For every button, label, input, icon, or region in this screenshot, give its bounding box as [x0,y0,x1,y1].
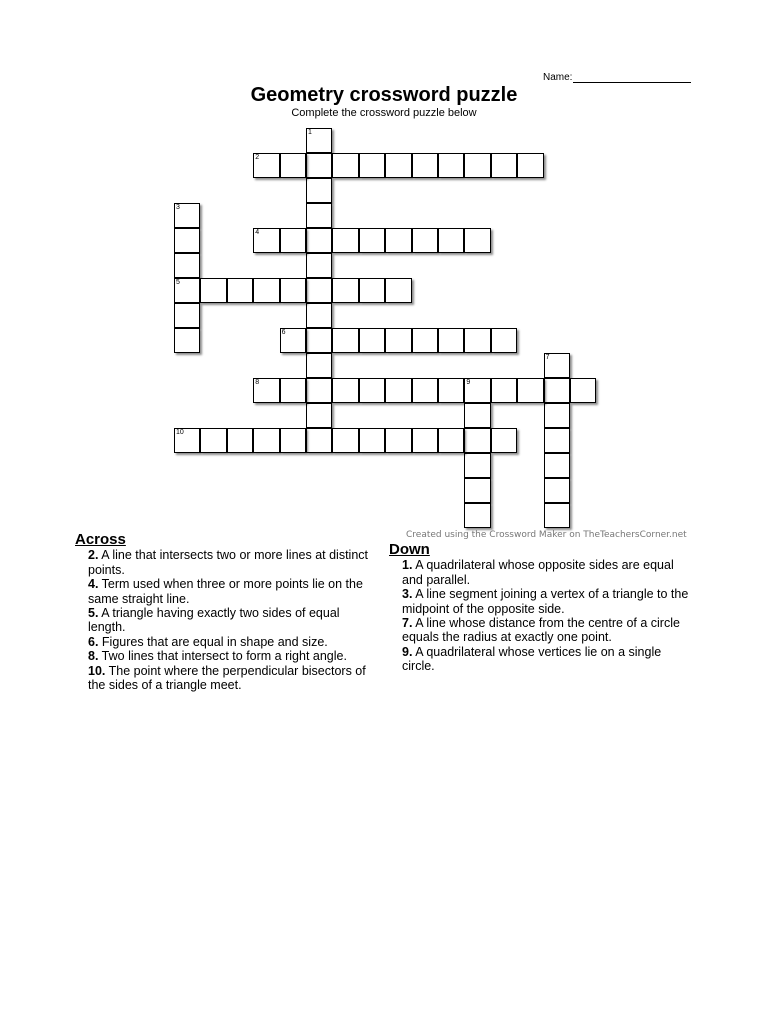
crossword-cell[interactable] [359,153,385,178]
crossword-cell[interactable] [174,428,200,453]
crossword-cell[interactable] [385,153,411,178]
crossword-cell[interactable] [332,428,358,453]
crossword-cell[interactable] [227,428,253,453]
clue-number: 10 [176,429,184,436]
crossword-cell[interactable] [306,203,332,228]
crossword-cell[interactable] [544,428,570,453]
clue-number-label: 1. [402,558,413,573]
crossword-cell[interactable] [544,403,570,428]
crossword-cell[interactable] [332,278,358,303]
crossword-cell[interactable] [491,153,517,178]
down-heading: Down [389,541,430,558]
clue-number: 3 [176,204,180,211]
name-blank-line[interactable] [573,72,691,83]
crossword-cell[interactable] [253,278,279,303]
crossword-cell[interactable] [544,478,570,503]
clue-text: A line that intersects two or more lines at distinct points. [88,548,369,577]
crossword-cell[interactable] [544,353,570,378]
down-clue [389,645,689,674]
clue-number: 2 [255,154,260,161]
page-subtitle: Complete the crossword puzzle below [291,107,477,119]
crossword-cell[interactable] [464,328,490,353]
crossword-cell[interactable] [412,328,438,353]
clue-number-label: 7. [402,616,413,631]
clue-text: A triangle having exactly two sides of equal length. [88,606,340,635]
crossword-cell[interactable] [253,378,279,403]
crossword-cell[interactable] [280,328,306,353]
crossword-cell[interactable] [280,378,306,403]
clue-number: 5 [176,279,180,286]
clue-number-label: 2. [88,548,99,563]
crossword-cell[interactable] [464,153,490,178]
clue-text: A line segment joining a vertex of a triangle to the midpoint of the opposite side. [402,587,689,616]
crossword-cell[interactable] [174,303,200,328]
crossword-cell[interactable] [438,378,464,403]
across-clue [75,649,380,663]
clue-text: Two lines that intersect to form a right angle. [98,649,347,664]
across-clue [75,577,380,606]
clue-number-label: 3. [402,587,413,602]
clue-text: A line whose distance from the centre of a circle equals the radius at exactly one point. [402,616,680,645]
crossword-cell[interactable] [544,453,570,478]
clue-number-label: 6. [88,634,99,649]
crossword-cell[interactable] [359,378,385,403]
clue-text: Term used when three or more points lie on the same straight line. [88,577,363,606]
crossword-cell[interactable] [385,328,411,353]
across-clues [75,533,380,692]
across-clue [75,606,380,635]
across-clue [75,548,380,577]
crossword-cell[interactable] [491,428,517,453]
crossword-cell[interactable] [412,378,438,403]
crossword-cell[interactable] [438,153,464,178]
crossword-cell[interactable] [306,253,332,278]
across-clue [75,635,380,649]
crossword-cell[interactable] [385,228,411,253]
crossword-cell[interactable] [280,278,306,303]
crossword-cell[interactable] [306,278,332,303]
crossword-cell[interactable] [200,428,226,453]
crossword-cell[interactable] [517,378,543,403]
crossword-cell[interactable] [412,153,438,178]
crossword-cell[interactable] [438,328,464,353]
crossword-cell[interactable] [174,278,200,303]
crossword-cell[interactable] [200,278,226,303]
clue-number-label: 5. [88,606,99,621]
down-clues [389,543,689,674]
crossword-cell[interactable] [517,153,543,178]
clue-text: Figures that are equal in shape and size. [98,634,328,649]
crossword-cell[interactable] [332,328,358,353]
down-clue-list [389,558,689,673]
crossword-cell[interactable] [306,128,332,153]
crossword-cell[interactable] [306,378,332,403]
crossword-cell[interactable] [306,228,332,253]
crossword-cell[interactable] [544,378,570,403]
clue-number: 7 [545,354,550,361]
crossword-cell[interactable] [253,228,279,253]
down-clue [389,616,689,645]
crossword-cell[interactable] [306,403,332,428]
crossword-cell[interactable] [306,303,332,328]
name-field[interactable] [543,72,691,83]
crossword-cell[interactable] [438,228,464,253]
crossword-cell[interactable] [491,378,517,403]
clue-number: 4 [255,229,260,236]
down-clue [389,587,689,616]
crossword-cell[interactable] [306,153,332,178]
crossword-cell[interactable] [412,228,438,253]
credit-line: Created using the Crossword Maker on TheTeachersCorner.net [406,530,687,540]
crossword-cell[interactable] [491,328,517,353]
crossword-cell[interactable] [464,378,490,403]
crossword-cell[interactable] [464,228,490,253]
crossword-cell[interactable] [306,428,332,453]
name-label: Name: [543,72,573,83]
clue-number-label: 4. [88,577,99,592]
clue-number: 9 [466,379,471,386]
crossword-cell[interactable] [464,478,490,503]
crossword-cell[interactable] [464,453,490,478]
clue-number: 8 [255,379,260,386]
crossword-cell[interactable] [385,378,411,403]
clue-number-label: 8. [88,649,99,664]
crossword-cell[interactable] [464,403,490,428]
crossword-cell[interactable] [174,253,200,278]
crossword-grid [174,128,623,528]
crossword-cell[interactable] [280,428,306,453]
clue-text: A quadrilateral whose opposite sides are equal and parallel. [402,558,674,587]
crossword-cell[interactable] [174,228,200,253]
crossword-cell[interactable] [306,328,332,353]
across-clue [75,664,380,693]
clue-number-label: 9. [402,644,413,659]
page-title: Geometry crossword puzzle [250,84,518,106]
crossword-cell[interactable] [544,503,570,528]
clue-number: 6 [281,329,286,336]
crossword-cell[interactable] [359,278,385,303]
down-clue [389,558,689,587]
crossword-cell[interactable] [464,503,490,528]
clue-number-label: 10. [88,663,106,678]
clue-number: 1 [308,129,312,136]
clue-text: The point where the perpendicular bisectors of the sides of a triangle meet. [88,663,366,693]
crossword-cell[interactable] [438,428,464,453]
crossword-cell[interactable] [332,378,358,403]
crossword-cell[interactable] [359,228,385,253]
crossword-cell[interactable] [280,228,306,253]
crossword-cell[interactable] [227,278,253,303]
crossword-cell[interactable] [464,428,490,453]
crossword-cell[interactable] [253,428,279,453]
crossword-cell[interactable] [253,153,279,178]
crossword-cell[interactable] [385,278,411,303]
crossword-cell[interactable] [412,428,438,453]
crossword-cell[interactable] [332,153,358,178]
clue-text: A quadrilateral whose vertices lie on a single circle. [402,644,662,674]
crossword-cell[interactable] [332,228,358,253]
crossword-cell[interactable] [359,328,385,353]
across-clue-list [75,548,380,692]
across-heading: Across [75,531,126,548]
crossword-cell[interactable] [385,428,411,453]
crossword-cell[interactable] [280,153,306,178]
crossword-cell[interactable] [174,203,200,228]
crossword-cell[interactable] [306,178,332,203]
crossword-cell[interactable] [174,328,200,353]
crossword-cell[interactable] [359,428,385,453]
crossword-cell[interactable] [570,378,596,403]
crossword-cell[interactable] [306,353,332,378]
